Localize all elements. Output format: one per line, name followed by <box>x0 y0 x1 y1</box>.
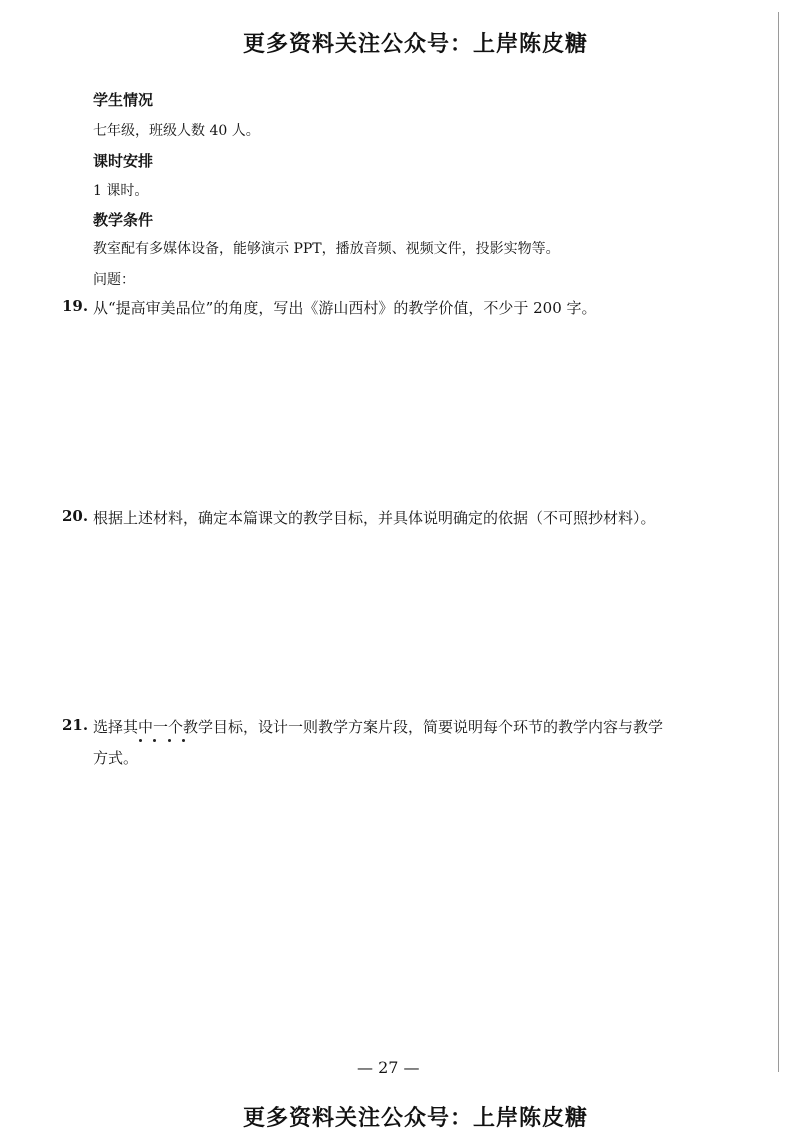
emphasis-dot <box>139 739 142 742</box>
question-19-text: 从“提高审美品位”的角度，写出《游山西村》的教学价值，不少于 200 字。 <box>93 299 597 317</box>
question-20-number: 20. <box>62 507 89 525</box>
footer-watermark: 更多资料关注公众号：上岸陈皮糖 <box>243 1106 589 1131</box>
question-21-number: 21. <box>62 716 89 734</box>
conditions-heading: 教学条件 <box>93 211 154 229</box>
page-number: — 27 — <box>357 1058 420 1077</box>
question-21-continuation: 方式。 <box>93 749 139 767</box>
emphasis-dot <box>182 739 185 742</box>
question-19-number: 19. <box>62 297 89 315</box>
page-edge-line <box>778 12 779 1072</box>
header-watermark: 更多资料关注公众号：上岸陈皮糖 <box>243 32 589 57</box>
question-20-text: 根据上述材料，确定本篇课文的教学目标，并具体说明确定的依据（不可照抄材料）。 <box>93 509 656 527</box>
schedule-text: 1 课时。 <box>93 183 149 199</box>
student-text: 七年级，班级人数 40 人。 <box>93 123 260 139</box>
emphasis-dot <box>153 739 156 742</box>
schedule-heading: 课时安排 <box>93 152 154 170</box>
student-heading: 学生情况 <box>93 91 154 109</box>
conditions-text: 教室配有多媒体设备，能够演示 PPT，播放音频、视频文件，投影实物等。 <box>93 241 560 257</box>
emphasis-dot <box>168 739 171 742</box>
question-21-text: 选择其中一个教学目标，设计一则教学方案片段，简要说明每个环节的教学内容与教学 <box>93 718 664 736</box>
questions-label: 问题： <box>93 272 135 288</box>
